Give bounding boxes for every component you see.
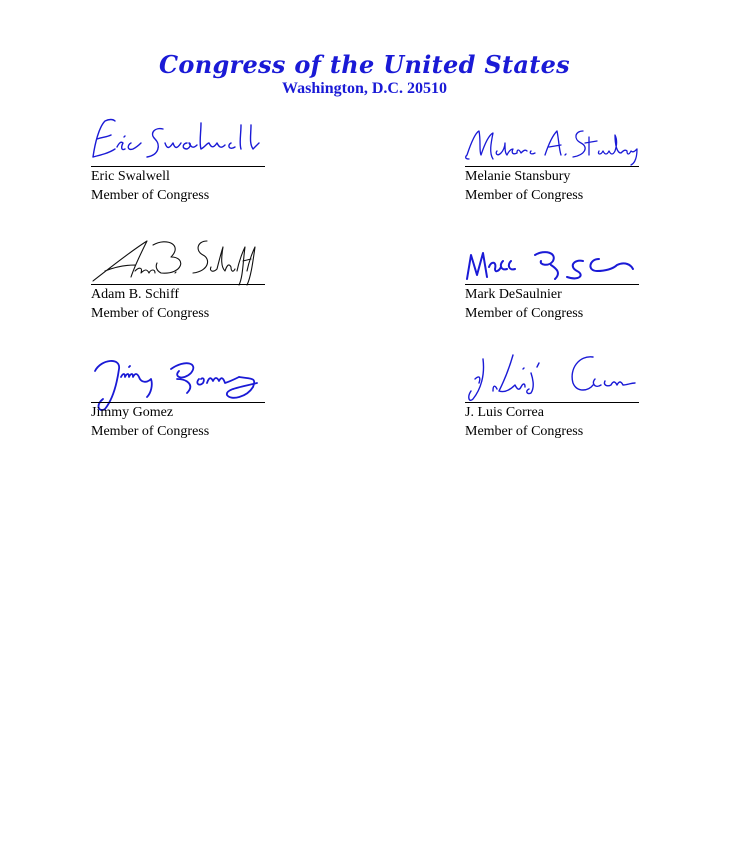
handwritten-signature-desaulnier: [465, 231, 655, 291]
signatory-role: Member of Congress: [91, 188, 210, 203]
signatory-role: Member of Congress: [465, 188, 584, 203]
signature-line: [465, 166, 639, 167]
signatory-name: Melanie Stansbury: [465, 169, 571, 184]
handwritten-signature-swalwell: [91, 113, 281, 173]
handwritten-signature-gomez: [91, 349, 281, 409]
signature-line: [91, 402, 265, 403]
signatory-name: Mark DeSaulnier: [465, 287, 562, 302]
signatory-name: Eric Swalwell: [91, 169, 170, 184]
signatory-role: Member of Congress: [91, 424, 210, 439]
handwritten-signature-correa: [465, 349, 655, 409]
letterhead: [0, 50, 729, 98]
letterhead-title: Congress of the United States: [158, 50, 570, 79]
signatory-role: Member of Congress: [465, 306, 584, 321]
signature-line: [465, 402, 639, 403]
handwritten-signature-stansbury: [465, 113, 655, 173]
signatory-name: Jimmy Gomez: [91, 405, 174, 420]
signature-line: [91, 284, 265, 285]
signatory-name: Adam B. Schiff: [91, 287, 180, 302]
signature-line: [465, 284, 639, 285]
signature-line: [91, 166, 265, 167]
signatory-name: J. Luis Correa: [465, 405, 544, 420]
letterhead-city: Washington, D.C. 20510: [282, 80, 447, 97]
signatory-role: Member of Congress: [465, 424, 584, 439]
signatory-role: Member of Congress: [91, 306, 210, 321]
handwritten-signature-schiff: [91, 231, 281, 291]
